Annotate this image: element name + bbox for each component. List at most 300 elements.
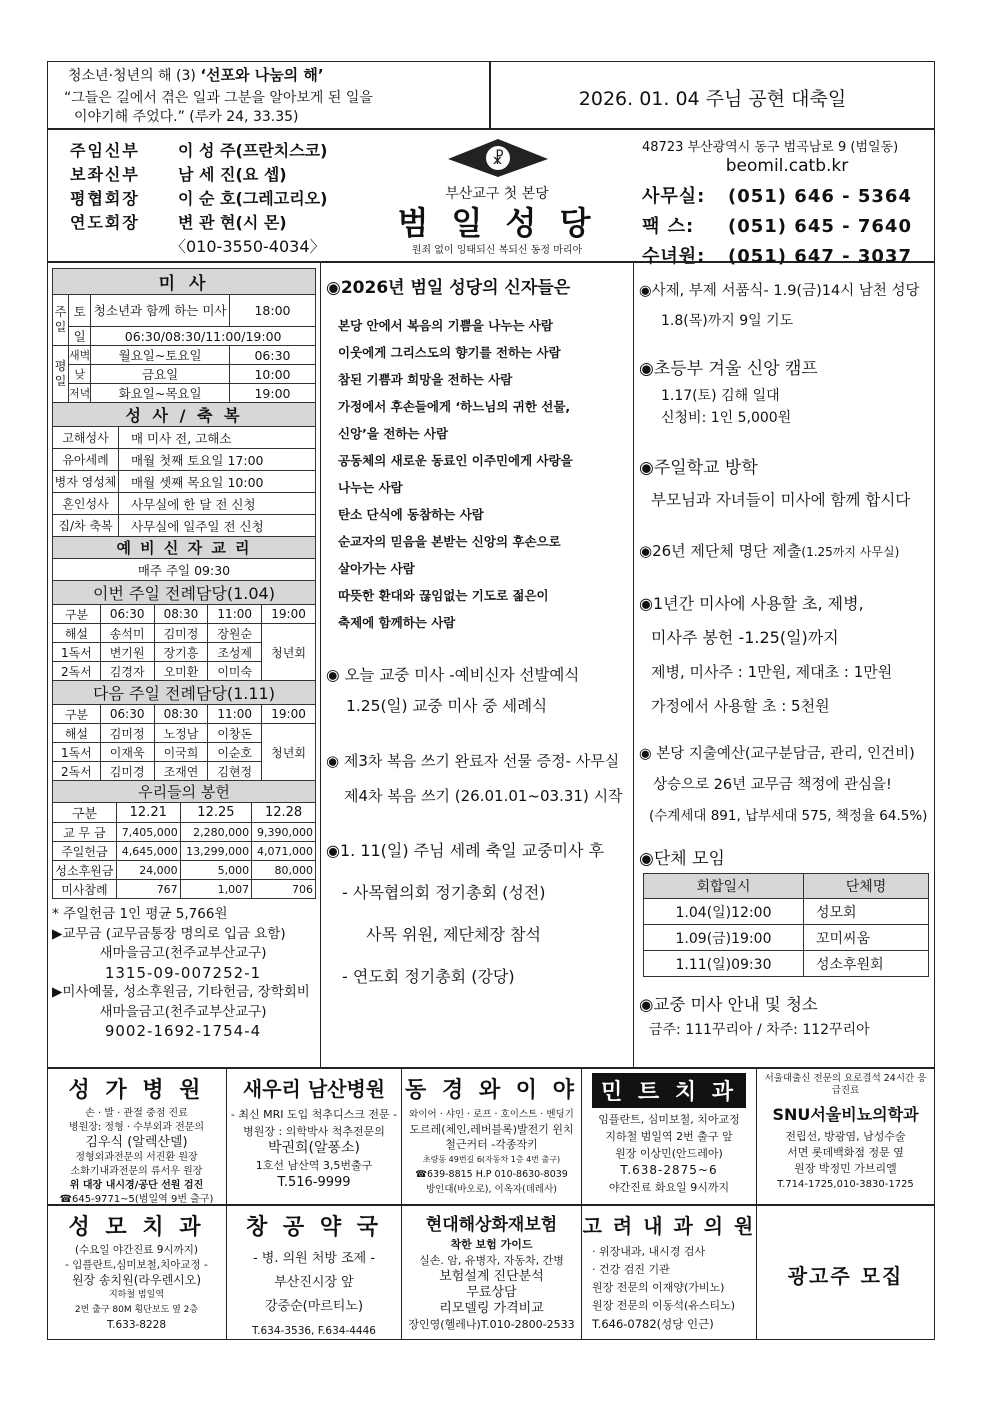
text-next_week-head-4: 19:00 [262, 705, 316, 724]
text-mass-noon_time: 10:00 [230, 365, 316, 384]
text-this_week-rows-0-1: 송석미 [100, 624, 154, 643]
text-right-mtg-1-0: 1.09(금)19:00 [644, 925, 804, 951]
text-next_week-rows-1-1: 이재욱 [100, 743, 154, 762]
layout-block [53, 295, 316, 327]
text-next_week-extra: 청년회 [262, 724, 316, 781]
layout-block [53, 365, 316, 384]
text-offering-rows-2-0: 성소후원금 [53, 861, 117, 880]
text-middle-n3d: - 연도회 정기총회 (강당) [342, 967, 515, 986]
text-sacraments-rows-4-1: 사무실에 일주일 전 신청 [119, 515, 316, 537]
mass-title: 미 사 [53, 269, 316, 295]
text-this_week-rows-1-1: 변기원 [100, 643, 154, 662]
text-ads1-1-l-3: 1호선 남산역 3,5번출구 [255, 1159, 373, 1172]
parish-name: 범 일 성 당 [397, 204, 597, 242]
text-next_week-head-3: 11:00 [208, 705, 262, 724]
text-ads1-4-l-3: T.714-1725,010-3830-1725 [777, 1179, 914, 1190]
ad-mint-dental [582, 1069, 757, 1204]
ad-saeuri-hospital [227, 1069, 402, 1204]
text-right-r4b: (1.25까지 사무실) [801, 545, 900, 559]
text-ads2-0-t: 성 모 치 과 [68, 1215, 205, 1240]
text-right-r2c: 신청비: 1인 5,000원 [661, 410, 792, 426]
layout-block [53, 559, 316, 581]
layout-block [53, 471, 316, 493]
text-ads2-2-l-3: 무료상담 [466, 1285, 517, 1300]
text-notes-5: 새마을금고(천주교부산교구) [99, 1003, 267, 1020]
text-ads2-0-l-1: - 임플란트,심미보철,치아교정 - [65, 1259, 208, 1271]
layout-block [53, 327, 316, 346]
text-right-r1b: 1.8(목)까지 9일 기도 [661, 313, 794, 329]
notice-ordination [639, 276, 933, 336]
text-offering-head-2: 12.25 [180, 803, 251, 823]
ad-snu-urology [757, 1069, 934, 1204]
text-notes-1: ▶교무금 (교무금통장 명의로 입금 요함) [52, 925, 286, 942]
text-sacraments-rows-3-1: 사무실에 한 달 전 신청 [119, 493, 316, 515]
layout-block [53, 346, 316, 365]
layout-block [582, 1243, 756, 1333]
layout-block [227, 1106, 401, 1191]
layout-block [227, 1247, 401, 1339]
text-ads1-4-t: SNU서울비뇨의학과 [772, 1105, 919, 1124]
text-offering-rows-1-0: 주일헌금 [53, 842, 117, 861]
layout-block [53, 537, 316, 559]
layout-block [53, 842, 316, 861]
text-ads1-3-l-3: T.638-2875~6 [620, 1163, 718, 1177]
text-ads1-4-l-1: 서면 롯데백화점 정문 옆 [787, 1146, 904, 1159]
text-right-r5d: 가정에서 사용할 초 : 5천원 [651, 697, 830, 715]
text-sacraments-rows-0-0: 고해성사 [53, 427, 119, 449]
text-sacraments-rows-0-1: 매 미사 전, 고해소 [119, 427, 316, 449]
text-offering-rows-0-0: 교 무 금 [53, 823, 117, 842]
verse-line-1: “그들은 길에서 겪은 일과 그분을 알아보게 된 일을 [64, 90, 373, 106]
text-sacraments-rows-3-0: 혼인성사 [53, 493, 119, 515]
text-mass-noon_days: 금요일 [91, 365, 230, 384]
text-ads2-1-l-3: T.634-3536, F.634-4446 [252, 1325, 376, 1337]
text-next_week-head-1: 06:30 [100, 705, 154, 724]
notice-vacation [639, 453, 933, 510]
text-this_week-head-2: 08:30 [154, 605, 208, 624]
text-right-mtg_head-0: 회합일시 [644, 874, 804, 899]
text-mass-sun: 일 [69, 327, 91, 346]
layout-block [53, 493, 316, 515]
svg-text:☧: ☧ [491, 149, 505, 168]
text-this_week-rows-0-0: 해설 [53, 624, 101, 643]
text-offering-rows-0-2: 2,280,000 [180, 823, 251, 842]
text-right-mtg-0-1: 성모회 [804, 899, 929, 925]
text-mass-dawn: 새벽 [69, 346, 91, 365]
text-offering-title: 우리들의 봉헌 [53, 781, 316, 803]
text-ads2-1-l-2: 강중순(마르티노) [264, 1299, 364, 1314]
notice-candles [639, 587, 933, 723]
text-ads1-1-l-2: 박권희(알퐁소) [267, 1140, 361, 1156]
layout-block [53, 605, 316, 624]
layout-block [644, 925, 929, 951]
text-right-r3a: ◉주일학교 방학 [639, 458, 758, 478]
text-sacraments-rows-2-1: 매월 셋째 목요일 10:00 [119, 471, 316, 493]
text-ads1-0-l-5: 위 대장 내시경/공단 선원 검진 [69, 1180, 204, 1191]
text-mass-sun_time: 06:30/08:30/11:00/19:00 [91, 327, 316, 346]
text-ads1-4-pre: 서울대출신 전문의 요로결석 24시간 응급진료 [764, 1073, 927, 1096]
text-offering-head-1: 12.21 [116, 803, 180, 823]
text-notes-6: 9002-1692-1754-4 [104, 1022, 262, 1040]
text-middle-n2b: 제4차 복음 쓰기 (26.01.01~03.31) 시작 [344, 787, 623, 805]
left-column [52, 268, 314, 1042]
text-right-mtg_head-1: 단체명 [804, 874, 929, 899]
text-mass-noon: 낮 [69, 365, 91, 384]
text-ads2-2-l-0: 착한 보험 가이드 [450, 1238, 533, 1251]
address: 48723 부산광역시 동구 범곡남로 9 (범일동) [642, 140, 899, 155]
notice-roster [639, 540, 933, 561]
text-middle-n2a: ◉ 제3차 복음 쓰기 완료자 선물 증정- 사무실 [326, 752, 620, 770]
contact-block [642, 136, 932, 268]
text-ads2-3-l-3: 원장 전문의 이동석(유스티노) [592, 1299, 736, 1312]
sunday-label: 주일 [53, 295, 69, 346]
text-right-mtg-0-0: 1.04(일)12:00 [644, 899, 804, 925]
ad-goryeo-clinic [582, 1206, 757, 1339]
text-this_week-head-1: 06:30 [100, 605, 154, 624]
text-sacraments-rows-4-0: 집/차 축복 [53, 515, 119, 537]
theme-line [68, 64, 324, 85]
website: beomil.catb.kr [725, 156, 849, 176]
ad-seongmo-dental [47, 1206, 227, 1339]
ad-advertiser-wanted [757, 1206, 934, 1339]
text-middle-lines-0: 본당 안에서 복음의 기쁨을 나누는 사람 [338, 318, 553, 333]
layout-block [53, 449, 316, 471]
theme-title: ‘선포와 나눔의 해’ [200, 66, 324, 84]
staff-list [70, 139, 327, 259]
weekday-label: 평일 [53, 346, 69, 403]
text-this_week-rows-0-2: 김미정 [154, 624, 208, 643]
text-this_week-rows-1-2: 장기흥 [154, 643, 208, 662]
text-offering-rows-2-3: 80,000 [252, 861, 316, 880]
column-divider [320, 262, 321, 1068]
text-ads1-2-l-3: 초량동 49번길 6(자동차 1층 4번 출구) [422, 1155, 561, 1164]
text-next_week-head-2: 08:30 [154, 705, 208, 724]
text-next_week-rows-1-2: 이국희 [154, 743, 208, 762]
layout-block [53, 705, 316, 724]
text-ads1-3-l-2: 원장 이상민(안드레아) [615, 1147, 723, 1160]
layout-block [53, 624, 316, 643]
text-middle-lines-8: 순교자의 믿음을 본받는 신앙의 후손으로 [338, 534, 561, 549]
layout-block [53, 515, 316, 537]
meetings-table [643, 873, 929, 977]
text-ads2-0-l-5: T.633-8228 [106, 1319, 167, 1331]
text-ads1-2-l-0: 와이어 · 샤인 · 로프 · 호이스트 · 벤딩기 [409, 1109, 574, 1120]
text-middle-lines-2: 참된 기쁨과 희망을 전하는 사람 [338, 372, 513, 387]
text-offering-head-3: 12.28 [252, 803, 316, 823]
parish-tagline: 부산교구 첫 본당 [445, 186, 549, 202]
ad-tokyo-wire [402, 1069, 582, 1204]
layout-block [53, 403, 316, 427]
layout-block [53, 781, 316, 803]
middle-column [326, 273, 630, 998]
text-this_week-rows-1-3: 조성제 [208, 643, 262, 662]
text-contact-convent_label: 수녀원: [642, 246, 706, 267]
text-next_week-rows-2-1: 김미경 [100, 762, 154, 781]
ad-seongga-hospital [47, 1069, 227, 1204]
believers-title: ◉2026년 범일 성당의 신자들은 [326, 278, 571, 298]
text-next_week-rows-0-0: 해설 [53, 724, 101, 743]
text-mass-dawn_days: 월요일~토요일 [91, 346, 230, 365]
text-next_week-head-0: 구분 [53, 705, 101, 724]
verse-line-2: 이야기해 주었다.” (루카 24, 33.35) [74, 109, 299, 125]
text-catechumen-title: 예 비 신 자 교 리 [53, 537, 316, 559]
text-ads1-0-l-1: 병원장: 정형 · 수부외과 전문의 [68, 1122, 205, 1133]
text-ads1-0-t: 성 가 병 원 [68, 1078, 205, 1103]
text-right-mtg-2-1: 성소후원회 [804, 951, 929, 977]
text-next_week-rows-0-3: 이창돈 [208, 724, 262, 743]
column-divider [633, 262, 634, 1068]
text-offering-rows-3-1: 767 [116, 880, 180, 899]
text-mass-sat: 토 [69, 295, 91, 327]
text-mass-sat_desc: 청소년과 함께 하는 미사 [91, 295, 230, 327]
right-column [639, 276, 933, 1039]
layout-block [53, 681, 316, 705]
text-staff-3-role: 연도회장 [70, 213, 140, 232]
text-right-r2a: ◉초등부 겨울 신앙 캠프 [639, 359, 818, 379]
text-ads1-0-l-6: ☎645-9771~5(범일역 9번 출구) [59, 1194, 214, 1204]
offering-notes [52, 905, 314, 1042]
notice-cleaning [639, 991, 933, 1039]
layout-block [644, 874, 929, 899]
text-ads1-3-t: 민 트 치 과 [592, 1073, 746, 1108]
text-next_week-title: 다음 주일 전례담당(1.11) [53, 681, 316, 705]
text-this_week-title: 이번 주일 전례담당(1.04) [53, 581, 316, 605]
text-ads2-1-t: 창 공 약 국 [246, 1215, 382, 1240]
text-middle-lines-9: 살아가는 사람 [338, 561, 415, 576]
text-right-r1a: ◉사제, 부제 서품식- 1.9(금)14시 남천 성당 [639, 283, 920, 299]
text-middle-lines-3: 가정에서 후손들에게 ‘하느님의 귀한 선물, [338, 399, 571, 414]
text-ads2-1-l-1: 부산진시장 앞 [274, 1275, 354, 1290]
staff-row [70, 139, 327, 163]
text-right-r6c: (수계세대 891, 납부세대 575, 책정율 64.5%) [649, 808, 928, 824]
text-this_week-rows-2-0: 2독서 [53, 662, 101, 681]
text-ads1-4-l-0: 전립선, 방광염, 남성수술 [785, 1130, 906, 1143]
layout-block [53, 384, 316, 403]
believers-list [326, 312, 630, 636]
text-ads1-0-l-4: 소화기내과전문의 류서우 원장 [70, 1166, 203, 1177]
text-right-mtg-1-1: 꼬미씨움 [804, 925, 929, 951]
text-ads1-2-l-5: 방인대(바오로), 이옥자(데레사) [426, 1184, 557, 1195]
text-ads2-2-l-4: 리모델링 가격비교 [439, 1301, 544, 1316]
text-ads1-0-l-3: 정형외과전문의 서진환 원장 [75, 1152, 198, 1163]
layout-block [53, 724, 316, 743]
fax-row [642, 212, 932, 238]
text-ads1-2-t: 동 경 와 이 야 [405, 1078, 578, 1103]
text-ads1-2-l-1: 도르레(체인,레버블록)발전기 윈치 [409, 1123, 574, 1136]
text-next_week-rows-2-3: 김현정 [208, 762, 262, 781]
layout-block [582, 1111, 756, 1196]
text-ads1-3-l-0: 임플란트, 심미보철, 치아교정 [598, 1113, 740, 1126]
text-offering-head-0: 구분 [53, 803, 117, 823]
text-this_week-extra: 청년회 [262, 624, 316, 681]
staff-row [70, 187, 327, 211]
text-ads2-2-l-5: 장인영(헬레나)T.010-2800-2533 [408, 1318, 575, 1331]
text-ads1-1-l-4: T.516-9999 [277, 1175, 351, 1190]
layout-block [644, 899, 929, 925]
text-middle-n1a: ◉ 오늘 교중 미사 -예비신자 선발예식 [326, 666, 580, 684]
text-offering-rows-0-1: 7,405,000 [116, 823, 180, 842]
notice-assembly [326, 830, 630, 998]
text-ads2-3-l-0: · 위장내과, 내시경 검사 [592, 1245, 706, 1258]
text-staff-2-name: 이 순 호(그레고리오) [178, 189, 328, 208]
text-mass-eve_time: 19:00 [230, 384, 316, 403]
staff-row [70, 163, 327, 187]
text-staff-3-name: 변 관 현(시 몬) [178, 213, 287, 232]
notice-camp [639, 354, 933, 429]
text-middle-lines-5: 공동체의 새로운 동료인 이주민에게 사랑을 [338, 453, 573, 468]
layout-block [53, 427, 316, 449]
text-ads2-0-l-0: (수요일 야간진료 9시까지) [75, 1244, 198, 1256]
text-this_week-head-3: 11:00 [208, 605, 262, 624]
text-ads1-1-t: 새우리 남산병원 [242, 1077, 386, 1101]
text-right-r6a: ◉ 본당 지출예산(교구분담금, 관리, 인건비) [639, 746, 915, 762]
text-next_week-rows-2-2: 조재연 [154, 762, 208, 781]
text-middle-n3a: ◉1. 11(일) 주님 세례 축일 교중미사 후 [326, 841, 605, 860]
text-ads1-2-l-2: 철근커터 -각종작키 [445, 1138, 538, 1151]
mass-table [52, 268, 316, 403]
text-right-mtg-2-0: 1.11(일)09:30 [644, 951, 804, 977]
text-notes-3: 1315-09-007252-1 [104, 963, 262, 982]
layout-block [53, 581, 316, 605]
layout-block [47, 1243, 226, 1333]
text-contact-office_label: 사무실: [642, 186, 706, 207]
text-notes-4: ▶미사예물, 성소후원금, 기타헌금, 장학회비 [52, 984, 310, 1000]
text-next_week-rows-1-3: 이순호 [208, 743, 262, 762]
ad-hyundai-insurance [402, 1206, 582, 1339]
text-middle-lines-6: 나누는 사람 [338, 480, 403, 495]
office-phone-row [642, 182, 932, 208]
text-staff-2-role: 평협회장 [70, 189, 140, 208]
text-this_week-rows-0-3: 장원순 [208, 624, 262, 643]
theme-label: 청소년·청년의 해 (3) [68, 68, 196, 84]
text-contact-fax_label: 팩 스: [642, 216, 695, 237]
text-ads2-1-l-0: - 병. 의원 처방 조제 - [252, 1251, 376, 1266]
text-this_week-rows-2-3: 이미숙 [208, 662, 262, 681]
layout-block [757, 1129, 934, 1193]
text-right-r3b: 부모님과 자녀들이 미사에 함께 합시다 [651, 491, 911, 509]
text-ads2-3-l-1: · 건강 검진 기관 [592, 1263, 670, 1276]
text-notes-2: 새마을금고(천주교부산교구) [99, 945, 267, 961]
text-mass-dawn_time: 06:30 [230, 346, 316, 365]
text-mass-sat_time: 18:00 [230, 295, 316, 327]
text-middle-n3b: - 사목협의회 정기총회 (성전) [342, 883, 546, 902]
text-next_week-rows-2-0: 2독서 [53, 762, 101, 781]
text-offering-rows-1-3: 4,071,000 [252, 842, 316, 861]
text-staff-1-name: 남 세 진(요 셉) [178, 165, 287, 184]
date-text: 2026. 01. 04 주님 공현 대축일 [578, 88, 847, 110]
text-middle-n3c: 사목 위원, 제단체장 참석 [366, 925, 541, 944]
text-contact-convent: (051) 647 - 3037 [728, 246, 912, 267]
text-offering-rows-3-2: 1,007 [180, 880, 251, 899]
layout-block [53, 803, 316, 823]
text-ads1-0-l-2: 김우식 (알렉산델) [85, 1135, 188, 1150]
text-next_week-rows-1-0: 1독서 [53, 743, 101, 762]
text-right-r5b: 미사주 봉헌 -1.25(일)까지 [651, 628, 839, 647]
text-middle-lines-10: 따뜻한 환대와 끊임없는 기도로 젊은이 [338, 588, 549, 603]
text-ads2-2-t: 현대해상화재보험 [425, 1215, 558, 1235]
layout-block [644, 951, 929, 977]
text-right-r6b: 상승으로 26년 교무금 책정에 관심을! [653, 777, 892, 793]
text-ads1-0-l-0: 손 · 발 · 관절 중점 진료 [85, 1108, 188, 1119]
parish-emblem-icon [443, 137, 553, 179]
text-this_week-head-4: 19:00 [262, 605, 316, 624]
this-week-table [52, 580, 316, 781]
text-ads1-4-l-2: 원장 박정민 가브리엘 [794, 1162, 897, 1175]
text-ads2-2-l-1: 실손. 암, 유병자, 자동차, 간병 [419, 1254, 564, 1267]
text-ads1-1-l-0: - 최신 MRI 도입 척추디스크 전문 - [230, 1108, 398, 1121]
text-middle-n1b: 1.25(일) 교중 미사 중 세례식 [346, 697, 548, 715]
text-ads1-2-l-4: ☎639-8815 H.P 010-8630-8039 [415, 1169, 568, 1180]
text-notes-0: * 주일헌금 1인 평균 5,766원 [52, 906, 228, 922]
text-staff-0-name: 이 성 주(프란치스코) [178, 141, 328, 160]
text-ads2-4-t: 광고주 모집 [787, 1264, 904, 1288]
meetings-title: ◉단체 모임 [639, 849, 725, 869]
text-offering-rows-1-1: 4,645,000 [116, 842, 180, 861]
sacraments-table [52, 402, 316, 581]
offering-table [52, 780, 316, 899]
text-ads2-0-l-3: 지하철 범일역 [108, 1290, 165, 1300]
text-next_week-rows-0-2: 노정남 [154, 724, 208, 743]
text-staff-0-role: 주임신부 [70, 141, 140, 160]
text-mass-eve_days: 화요일~목요일 [91, 384, 230, 403]
text-ads2-2-l-2: 보험설계 진단분석 [439, 1269, 544, 1284]
layout-block [53, 880, 316, 899]
notice-catechumen [326, 660, 630, 722]
text-catechumen-time: 매주 주일 09:30 [53, 559, 316, 581]
text-offering-rows-2-1: 24,000 [116, 861, 180, 880]
text-contact-office: (051) 646 - 5364 [728, 186, 912, 207]
layout-block [402, 1237, 581, 1333]
text-middle-lines-11: 축제에 함께하는 사람 [338, 615, 456, 630]
notice-budget [639, 739, 933, 832]
text-this_week-rows-2-2: 오미환 [154, 662, 208, 681]
text-right-r2b: 1.17(토) 김해 일대 [661, 388, 780, 404]
text-ads2-3-l-4: T.646-0782(성당 인근) [592, 1317, 714, 1331]
notice-gospel [326, 744, 630, 814]
text-ads2-3-l-2: 원장 전문의 이재양(가비노) [592, 1281, 725, 1294]
text-ads1-1-l-1: 병원장 : 의학박사 척추전문의 [243, 1125, 385, 1138]
text-right-r5a: ◉1년간 미사에 사용할 초, 제병, [639, 594, 864, 613]
text-ads2-3-t: 고 려 내 과 의 원 [582, 1214, 756, 1238]
text-right-r5c: 제병, 미사주 : 1만원, 제대초 : 1만원 [651, 663, 893, 681]
text-offering-rows-3-3: 706 [252, 880, 316, 899]
text-middle-lines-1: 이웃에게 그리스도의 향기를 전하는 사람 [338, 345, 561, 360]
text-offering-rows-3-0: 미사참례 [53, 880, 117, 899]
layout-block [402, 1107, 581, 1197]
layout-block [53, 823, 316, 842]
ad-changgong-pharmacy [227, 1206, 402, 1339]
text-next_week-rows-0-1: 김미정 [100, 724, 154, 743]
text-ads1-3-l-1: 지하철 범일역 2번 출구 앞 [605, 1130, 733, 1143]
text-this_week-rows-1-0: 1독서 [53, 643, 101, 662]
text-this_week-head-0: 구분 [53, 605, 101, 624]
text-offering-rows-2-2: 5,000 [180, 861, 251, 880]
staff-phone: 〈010-3550-4034〉 [170, 237, 326, 256]
parish-motto: 원죄 없이 잉태되신 복되신 동정 마리아 [411, 245, 583, 256]
text-right-r8b: 금주: 111꾸리아 / 차주: 112꾸리아 [649, 1022, 870, 1038]
text-sacraments-rows-1-0: 유아세례 [53, 449, 119, 471]
text-sacraments-rows-2-0: 병자 영성체 [53, 471, 119, 493]
text-right-r8a: ◉교중 미사 안내 및 청소 [639, 995, 818, 1014]
text-mass-eve: 저녁 [69, 384, 91, 403]
text-staff-1-role: 보좌신부 [70, 165, 140, 184]
text-right-r4a: ◉26년 제단체 명단 제출 [639, 542, 802, 560]
staff-row [70, 211, 327, 235]
text-offering-rows-1-2: 13,299,000 [180, 842, 251, 861]
layout-block [47, 1107, 226, 1204]
text-sacraments-title: 성 사 / 축 복 [53, 403, 316, 427]
text-ads2-0-l-4: 2번 출구 80M 횡단보도 옆 2층 [74, 1305, 199, 1315]
